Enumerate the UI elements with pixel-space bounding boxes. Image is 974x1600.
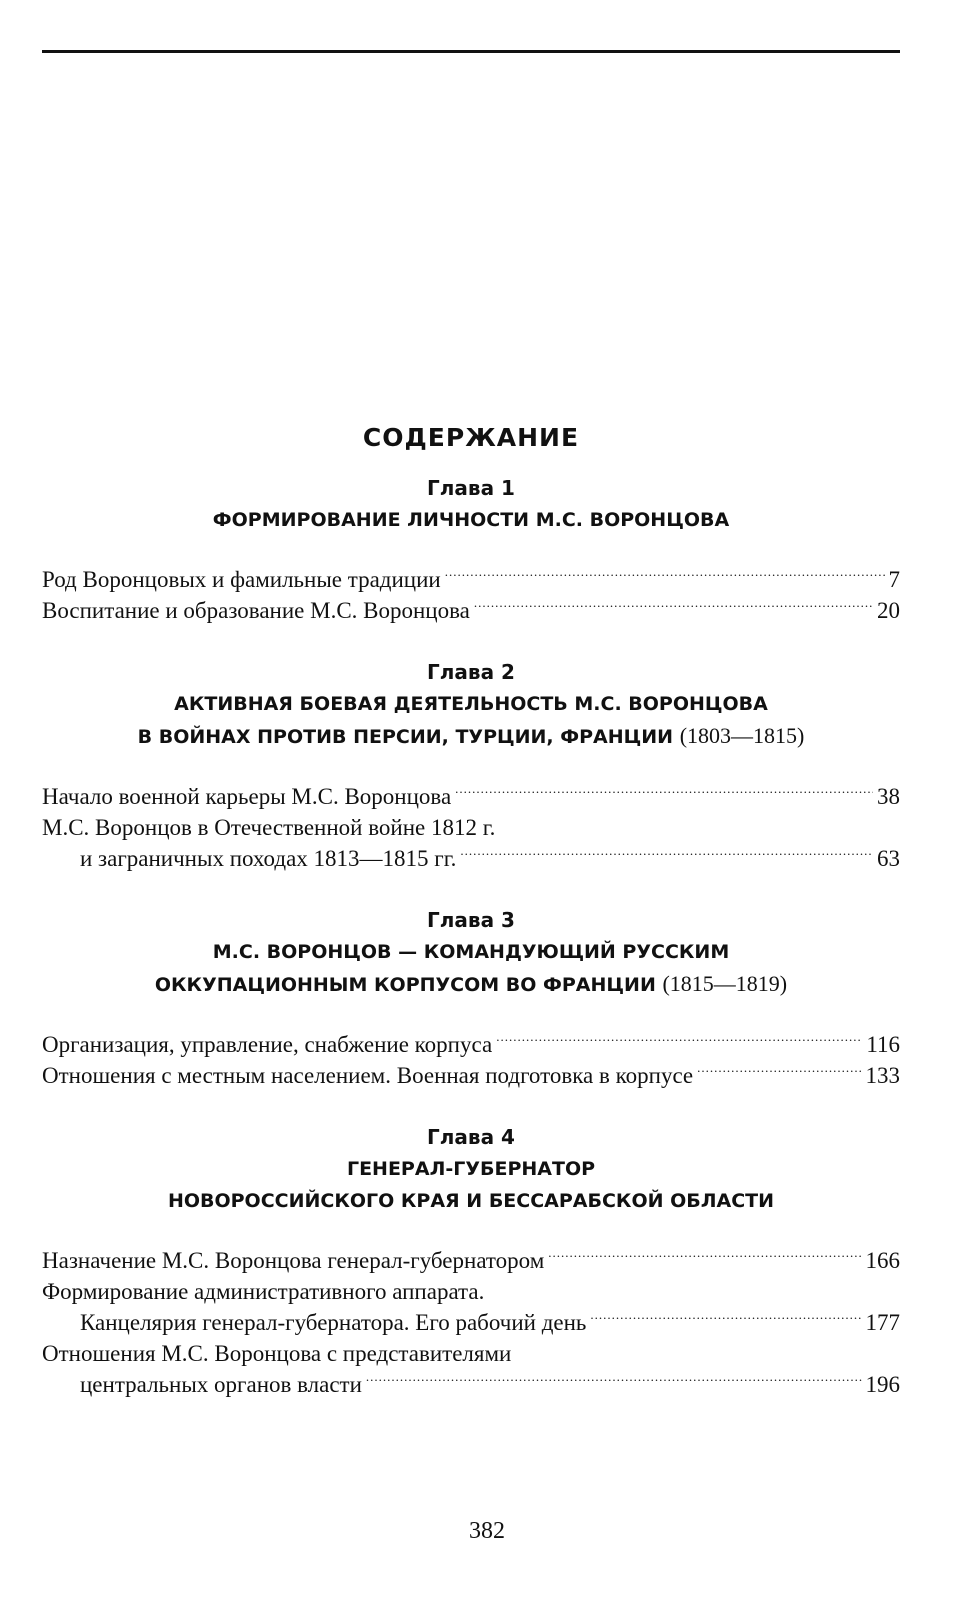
toc-entry[interactable] bbox=[42, 1060, 900, 1091]
chapter-title-text: В ВОЙНАХ ПРОТИВ ПЕРСИИ, ТУРЦИИ, ФРАНЦИИ bbox=[137, 726, 674, 748]
toc-entry-text: Воспитание и образование М.С. Воронцова bbox=[42, 598, 470, 623]
chapter-title-line: ФОРМИРОВАНИЕ ЛИЧНОСТИ М.С. ВОРОНЦОВА bbox=[212, 509, 730, 531]
page-number: 382 bbox=[469, 1518, 505, 1544]
toc-entry-first-line: Формирование административного аппарата. bbox=[42, 1279, 485, 1304]
chapter-years: (1815—1819) bbox=[662, 971, 788, 996]
chapter-title-line bbox=[42, 968, 900, 1001]
chapter-2 bbox=[42, 656, 900, 874]
toc-entry-first-line: М.С. Воронцов в Отечественной войне 1812 г. bbox=[42, 815, 496, 840]
chapter-years: (1803—1815) bbox=[679, 723, 805, 748]
chapter-4 bbox=[42, 1121, 900, 1400]
chapter-title-line bbox=[42, 720, 900, 753]
toc-entry[interactable] bbox=[42, 1029, 900, 1060]
toc-entry-page: 177 bbox=[865, 1310, 900, 1335]
toc-entry[interactable] bbox=[42, 781, 900, 812]
chapter-label: Глава 4 bbox=[427, 1125, 515, 1149]
toc-entry[interactable] bbox=[42, 1276, 900, 1338]
chapter-entries bbox=[42, 781, 900, 874]
chapter-title-line: НОВОРОССИЙСКОГО КРАЯ И БЕССАРАБСКОЙ ОБЛАСТИ bbox=[167, 1190, 775, 1212]
chapter-entries bbox=[42, 1245, 900, 1400]
chapter-title-line: АКТИВНАЯ БОЕВАЯ ДЕЯТЕЛЬНОСТЬ М.С. ВОРОНЦОВА bbox=[174, 693, 768, 715]
toc-title: СОДЕРЖАНИЕ bbox=[362, 423, 580, 452]
chapter-label: Глава 1 bbox=[427, 476, 515, 500]
header-rule bbox=[42, 50, 900, 53]
chapter-title bbox=[42, 688, 900, 753]
dot-leader bbox=[460, 843, 873, 866]
dot-leader bbox=[455, 781, 873, 804]
chapter-entries bbox=[42, 564, 900, 626]
chapter-title-line: ГЕНЕРАЛ-ГУБЕРНАТОР bbox=[346, 1158, 596, 1180]
chapter-title bbox=[42, 1153, 900, 1217]
table-of-contents bbox=[42, 396, 900, 1430]
toc-entry-page: 133 bbox=[865, 1063, 900, 1088]
toc-entry-page: 7 bbox=[888, 567, 900, 592]
toc-entry-page: 38 bbox=[877, 784, 900, 809]
toc-entry-page: 63 bbox=[877, 846, 900, 871]
toc-entry[interactable] bbox=[42, 812, 900, 874]
toc-entry-text: Назначение М.С. Воронцова генерал-губернатором bbox=[42, 1248, 545, 1273]
toc-entry-text: центральных органов власти bbox=[80, 1372, 362, 1397]
toc-entry-text: Отношения с местным населением. Военная подготовка в корпусе bbox=[42, 1063, 694, 1088]
toc-entry-page: 20 bbox=[877, 598, 900, 623]
dot-leader bbox=[445, 564, 885, 587]
chapter-entries bbox=[42, 1029, 900, 1091]
chapter-1 bbox=[42, 472, 900, 626]
toc-entry-page: 116 bbox=[866, 1032, 900, 1057]
toc-entry[interactable] bbox=[42, 595, 900, 626]
chapter-title-line: М.С. ВОРОНЦОВ — КОМАНДУЮЩИЙ РУССКИМ bbox=[212, 941, 730, 963]
chapter-title-text: ОККУПАЦИОННЫМ КОРПУСОМ ВО ФРАНЦИИ bbox=[154, 974, 656, 996]
toc-entry-page: 166 bbox=[865, 1248, 900, 1273]
toc-entry[interactable] bbox=[42, 564, 900, 595]
chapter-title bbox=[42, 936, 900, 1001]
toc-entry-text: Канцелярия генерал-губернатора. Его рабочий день bbox=[80, 1310, 587, 1335]
toc-entry[interactable] bbox=[42, 1338, 900, 1400]
dot-leader bbox=[697, 1060, 861, 1083]
chapter-label: Глава 2 bbox=[427, 660, 515, 684]
toc-entry-text: Род Воронцовых и фамильные традиции bbox=[42, 567, 441, 592]
chapter-3 bbox=[42, 904, 900, 1091]
dot-leader bbox=[590, 1307, 861, 1330]
toc-entry-first-line: Отношения М.С. Воронцова с представителями bbox=[42, 1341, 512, 1366]
dot-leader bbox=[548, 1245, 861, 1268]
chapter-label: Глава 3 bbox=[427, 908, 515, 932]
toc-entry-page: 196 bbox=[865, 1372, 900, 1397]
toc-entry-text: Организация, управление, снабжение корпуса bbox=[42, 1032, 493, 1057]
dot-leader bbox=[496, 1029, 862, 1052]
chapter-title bbox=[42, 504, 900, 536]
toc-entry-text: Начало военной карьеры М.С. Воронцова bbox=[42, 784, 452, 809]
dot-leader bbox=[474, 595, 873, 618]
toc-entry-text: и заграничных походах 1813—1815 гг. bbox=[80, 846, 457, 871]
dot-leader bbox=[366, 1369, 862, 1392]
toc-entry[interactable] bbox=[42, 1245, 900, 1276]
